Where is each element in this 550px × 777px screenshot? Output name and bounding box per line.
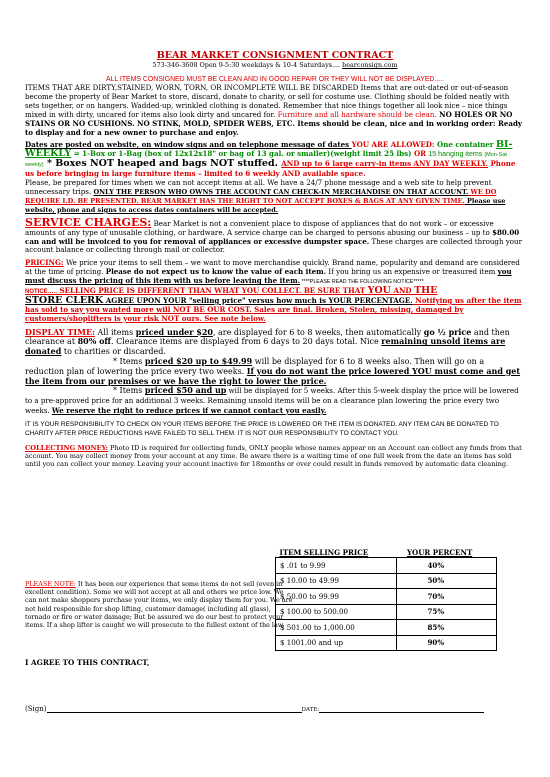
- service-end: These charges are collected through your account balance or collecting through mail or collector.: [25, 236, 523, 255]
- prepared-paragraph: [25, 179, 525, 215]
- signature-row: [25, 705, 484, 713]
- date-field[interactable]: [319, 705, 484, 713]
- collecting-heading: COLLECTING MONEY:: [25, 443, 108, 452]
- display-t1: All items: [95, 327, 136, 337]
- display-t2b: go ½ price: [423, 326, 472, 337]
- notice-final: Sales are final. Broken, Stolen, missing, damaged by customers/shoplifters is your risk NOT ours. See note below.: [25, 304, 464, 323]
- display-t8: * Items: [113, 386, 145, 396]
- intro-text: ITEMS THAT ARE DIRTY,STAINED, WORN, TORN, OR INCOMPLETE WILL BE DISCARDED Items that are out-dated or out-of-season become the property of Bear Market to store, discard, donate to charity, or sell for costume use. Clothing should be folded neatly with sets together, or on hangers. Wadded-up, wrinkled clothing is donated. Remember that nice things together all look nice – nice things mixed in with dirty, uncared for items also look dirty and uncared for.: [25, 83, 510, 119]
- price-cell: $ 100.00 to 500.00: [276, 604, 397, 620]
- notice-notify: Notifying us after the item has sold to say you wanted more will NOT BE OUR COST.: [25, 295, 522, 314]
- col-percent-header: YOUR PERCENT: [406, 547, 473, 557]
- display-paragraph: [25, 328, 525, 416]
- read-notice: ****PLEASE READ THE FOLLOWING NOTICE*****: [300, 279, 424, 286]
- collecting-section: [25, 444, 525, 469]
- display-t7bu: If you do not want the price lowered YOU must come and get the item from our premises or we have the right to lower the price.: [25, 365, 521, 386]
- service-bold: $80.00 can and will be invoiced to you for removal of appliances or excessive dumpster space.: [25, 227, 520, 246]
- percent-cell: 70%: [397, 589, 497, 605]
- id-notice: WE DO REQUIRE I.D. BE PRESENTED. BEAR MARKET HAS THE RIGHT TO NOT ACCEPT BOXES & BAGS AT ANY GIVEN TIME.: [25, 187, 497, 205]
- table-row: [276, 604, 497, 620]
- allowed-green-2: = 1-Box or 1-Bag (box of 12x12x18" or bag of 13 gal. or smaller)(weight limit 25 lbs): [71, 149, 412, 159]
- percent-cell: 50%: [397, 573, 497, 589]
- display-t4b: remaining unsold items are donated: [25, 336, 506, 357]
- agreement-line: I AGREE TO THIS CONTRACT,: [25, 658, 150, 667]
- table-row: [276, 573, 497, 589]
- note-label: PLEASE NOTE:: [25, 580, 76, 588]
- pricing-paragraph: [25, 259, 525, 287]
- contact-hours: 573-346-3608 Open 9-5:30 weekdays & 10-4 Saturdays....: [152, 61, 343, 69]
- sign-label: (Sign): [25, 705, 47, 713]
- boxes-note: * Boxes NOT heaped and bags NOT stuffed.: [43, 158, 282, 170]
- percent-cell: 85%: [397, 620, 497, 636]
- selling-notice: [25, 287, 525, 324]
- percent-cell: 90%: [397, 635, 497, 651]
- collecting-paragraph: [25, 444, 522, 469]
- responsibility-notice: IT IS YOUR RESPONSIBILITY TO CHECK ON YOUR ITEMS BEFORE THE PRICE IS LOWERED OR THE ITEM IS DONATED. ANY ITEM CAN BE DONATED TO CHARITY AFTER PRICE REDUCTIONS HAVE FAILED TO SELL THEM. IT IS NOT OUR RESPONSIBILITY TO CONTACT YOU.: [25, 420, 499, 437]
- pricing-text-2: If you bring us an expensive or treasured item: [326, 267, 498, 277]
- notice-text: SELLING PRICE IS DIFFERENT THAN WHAT YOU COLLECT. BE SURE THAT: [57, 286, 368, 296]
- collecting-column: [25, 443, 522, 469]
- collecting-text: Photo ID is required for collecting funds, ONLY people whose names appear on an Account can collect any funds from that account. You may collect money from your account at any time. Be aware there is a waiting time of one full week from the date an items has sold until you can collect your money. Leaving your account inactive for 18months or over could result in funds removed by automatic data cleaning.: [25, 443, 522, 469]
- signature-field[interactable]: [47, 705, 302, 713]
- contract-page: [25, 50, 525, 469]
- notice-clerk: STORE CLERK: [25, 294, 104, 306]
- display-t9bu: We reserve the right to reduce prices if we cannot contact you easily.: [51, 406, 327, 416]
- notice-label: NOTICE…..: [25, 289, 58, 296]
- pricing-bold: Please do not expect us to know the value of each item.: [105, 267, 327, 277]
- please-note-block: [25, 580, 293, 629]
- intro-red-text: Furniture and all hardware should be clean.: [277, 109, 437, 119]
- percent-cell: 75%: [397, 604, 497, 620]
- display-t9: will be displayed for 5 weeks. After this 5-week display the price will be lowered to a pre-approved price for an additional 3 weeks. Remaining unsold items will be on a clearance plan lowering the price every two weeks.: [25, 386, 519, 416]
- notice-the: THE: [414, 285, 438, 297]
- display-t3: and then clearance at: [25, 327, 510, 347]
- percent-table: [275, 547, 497, 651]
- prepared-text: Please, be prepared for times when we can not accept items at all. We have a 24/7 phone message and a web site to help prevent unnecessary trips.: [25, 178, 492, 196]
- display-t8u: priced $50 and up: [144, 385, 227, 396]
- hanging-items: 15 hanging items: [428, 150, 485, 159]
- hanging-items-note: (Mon-Sat weekly): [25, 152, 507, 169]
- display-heading: DISPLAY TIME:: [25, 326, 96, 337]
- display-t2: , are displayed for 6 to 8 weeks, then automatically: [212, 327, 424, 337]
- contact-line: [25, 61, 525, 69]
- allowed-or: OR: [411, 149, 427, 159]
- allowed-green-1: One container: [434, 140, 497, 150]
- clean-notice: ALL ITEMS CONSIGNED MUST BE CLEAN AND IN GOOD REPAIR OR THEY WILL NOT BE DISPLAYED.....: [106, 76, 444, 83]
- pricing-heading: PRICING:: [25, 258, 64, 268]
- pricing-text: We price your items to sell them – we want to move merchandise quickly. Brand name, popularity and demand are considered at the time of pricing.: [25, 258, 520, 277]
- allowed-paragraph: [25, 141, 525, 179]
- owner-notice: ONLY THE PERSON WHO OWNS THE ACCOUNT CAN CHECK-IN MERCHANDISE ON THAT ACCOUNT.: [93, 187, 469, 196]
- notice-agree: AGREE UPON YOUR "selling price" versus how much is YOUR PERCENTAGE.: [103, 295, 413, 305]
- display-t6u: priced $20 up to $49.99: [144, 356, 253, 367]
- price-cell: $ 50.00 to 99.99: [276, 589, 397, 605]
- price-cell: $ .01 to 9.99: [276, 558, 397, 574]
- date-label: DATE:: [301, 707, 320, 713]
- percent-cell: 40%: [397, 558, 497, 574]
- page-title: BEAR MARKET CONSIGNMENT CONTRACT: [156, 50, 394, 61]
- biweekly-label: BI-WEEKLY: [25, 139, 513, 160]
- notice-and: AND: [390, 286, 415, 296]
- display-t5: to charities or discarded.: [61, 347, 166, 357]
- display-t6: * Items: [113, 357, 145, 367]
- price-cell: $ 10.00 to 49.99: [276, 573, 397, 589]
- service-heading: SERVICE CHARGES:: [25, 215, 152, 229]
- table-row: [276, 635, 497, 651]
- dates-notice: Please use website, phone and signs to access dates containers will be accepted.: [25, 196, 506, 214]
- display-t1u: priced under $20: [135, 326, 213, 337]
- service-text: Bear Market is not a convenient place to dispose of appliances that do not work – or excessive amounts of any type of unusable clothing, or hardware. A service charge can be charged to persons abusing our business – up to: [25, 218, 494, 237]
- intro-paragraph: [25, 84, 525, 137]
- display-t7: will be displayed for 6 to 8 weeks also. Then will go on a reduction plan of lowering the price every two weeks.: [25, 357, 485, 376]
- table-row: [276, 620, 497, 636]
- phone-note: Phone us before bringing in large furniture items – limited to 6 weekly AND available space.: [25, 159, 516, 179]
- large-items-note: AND up to 6 large carry-in items ANY DAY WEEKLY.: [281, 159, 488, 169]
- table-row: [276, 589, 497, 605]
- service-paragraph: [25, 215, 525, 256]
- allowed-lead-red: YOU ARE ALLOWED:: [351, 140, 435, 150]
- col-price-header: ITEM SELLING PRICE: [279, 547, 369, 557]
- website-link[interactable]: bearconsign.com: [342, 61, 398, 69]
- pricing-underline: you must discuss the pricing of this item with us before leaving the item.: [25, 267, 512, 286]
- table-header: [276, 547, 497, 558]
- allowed-lead: Dates are posted on website, on window signs and on telephone message of dates: [25, 140, 352, 150]
- price-cell: $ 1001.00 and up: [276, 635, 397, 651]
- display-t4: . Clearance items are displayed from 6 days to 20 days total. Nice: [111, 337, 382, 347]
- intro-bold-text: NO HOLES OR NO STAINS OR NO CUSHIONS. NO STINK, MOLD, SPIDER WEBS, ETC. Items should be clean, nice and in working order: Ready to display and for a new owner to purchase and enjoy.: [25, 109, 523, 137]
- table-row: [276, 558, 497, 574]
- note-text: It has been our experience that some items do not sell (even in excellent condition). Some we will not accept at all and others we price low. We can not make shoppers purchase your items, we only display them for you. We are not held responsible for shop lifting, customer damage( including all glass), tornado or fire or water damage; But be assured we do our best to protect your items. If a shop lifter is caught we will prosecute to the fullest extent of the law.: [25, 580, 293, 630]
- price-cell: $ 501.00 to 1,000.00: [276, 620, 397, 636]
- notice-you: YOU: [367, 285, 391, 297]
- display-t3b: 80% off: [77, 336, 111, 347]
